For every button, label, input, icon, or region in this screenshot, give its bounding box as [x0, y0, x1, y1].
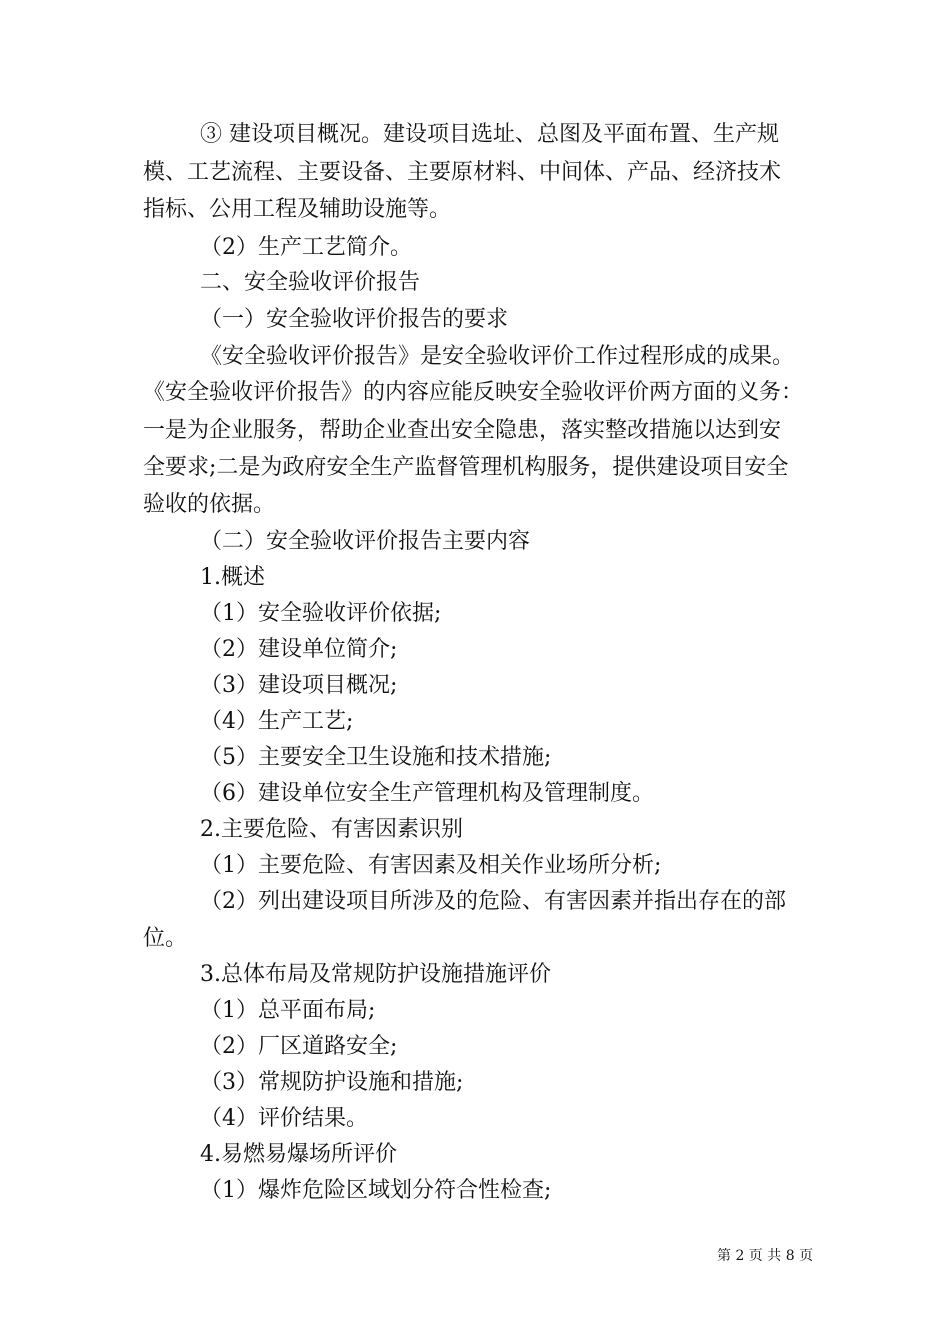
text-line: 一是为企业服务，帮助企业查出安全隐患，落实整改措施以达到安 — [143, 418, 782, 443]
text-line: 验收的依据。 — [143, 492, 276, 517]
list-heading: 2.主要危险、有害因素识别 — [200, 817, 463, 842]
list-item: （1）总平面布局; — [200, 998, 376, 1023]
text-line: （2）生产工艺简介。 — [200, 235, 412, 260]
list-item: （1）主要危险、有害因素及相关作业场所分析; — [200, 853, 662, 878]
list-item: （3）建设项目概况; — [200, 673, 398, 698]
list-item: （1）爆炸危险区域划分符合性检查; — [200, 1178, 552, 1203]
text-line: 《安全验收评价报告》的内容应能反映安全验收评价两方面的义务： — [143, 380, 804, 405]
subsection-heading: （二）安全验收评价报告主要内容 — [200, 529, 531, 554]
section-heading: 二、安全验收评价报告 — [200, 270, 421, 295]
text-line: 指标、公用工程及辅助设施等。 — [143, 197, 452, 222]
list-item: （6）建设单位安全生产管理机构及管理制度。 — [200, 781, 654, 806]
text-line: 模、工艺流程、主要设备、主要原材料、中间体、产品、经济技术 — [143, 160, 782, 185]
page-number-footer: 第 2 页 共 8 页 — [717, 1248, 814, 1264]
list-item: （2）列出建设项目所涉及的危险、有害因素并指出存在的部 — [200, 889, 786, 914]
list-item: （2）建设单位简介; — [200, 637, 398, 662]
subsection-heading: （一）安全验收评价报告的要求 — [200, 307, 509, 332]
text-line: 全要求;二是为政府安全生产监督管理机构服务，提供建设项目安全 — [143, 455, 789, 480]
text-line: 位。 — [143, 926, 188, 951]
list-item: （3）常规防护设施和措施; — [200, 1070, 464, 1095]
list-heading: 4.易燃易爆场所评价 — [200, 1142, 397, 1167]
text-line: 《安全验收评价报告》是安全验收评价工作过程形成的成果。 — [200, 344, 795, 369]
list-item: （4）生产工艺; — [200, 709, 354, 734]
list-item: （4）评价结果。 — [200, 1106, 368, 1131]
list-heading: 3.总体布局及常规防护设施措施评价 — [200, 962, 551, 987]
list-item: （1）安全验收评价依据; — [200, 601, 442, 626]
list-heading: 1.概述 — [200, 565, 265, 590]
list-item: （5）主要安全卫生设施和技术措施; — [200, 745, 552, 770]
list-item: （2）厂区道路安全; — [200, 1034, 398, 1059]
text-line: ③ 建设项目概况。建设项目选址、总图及平面布置、生产规 — [200, 122, 779, 147]
